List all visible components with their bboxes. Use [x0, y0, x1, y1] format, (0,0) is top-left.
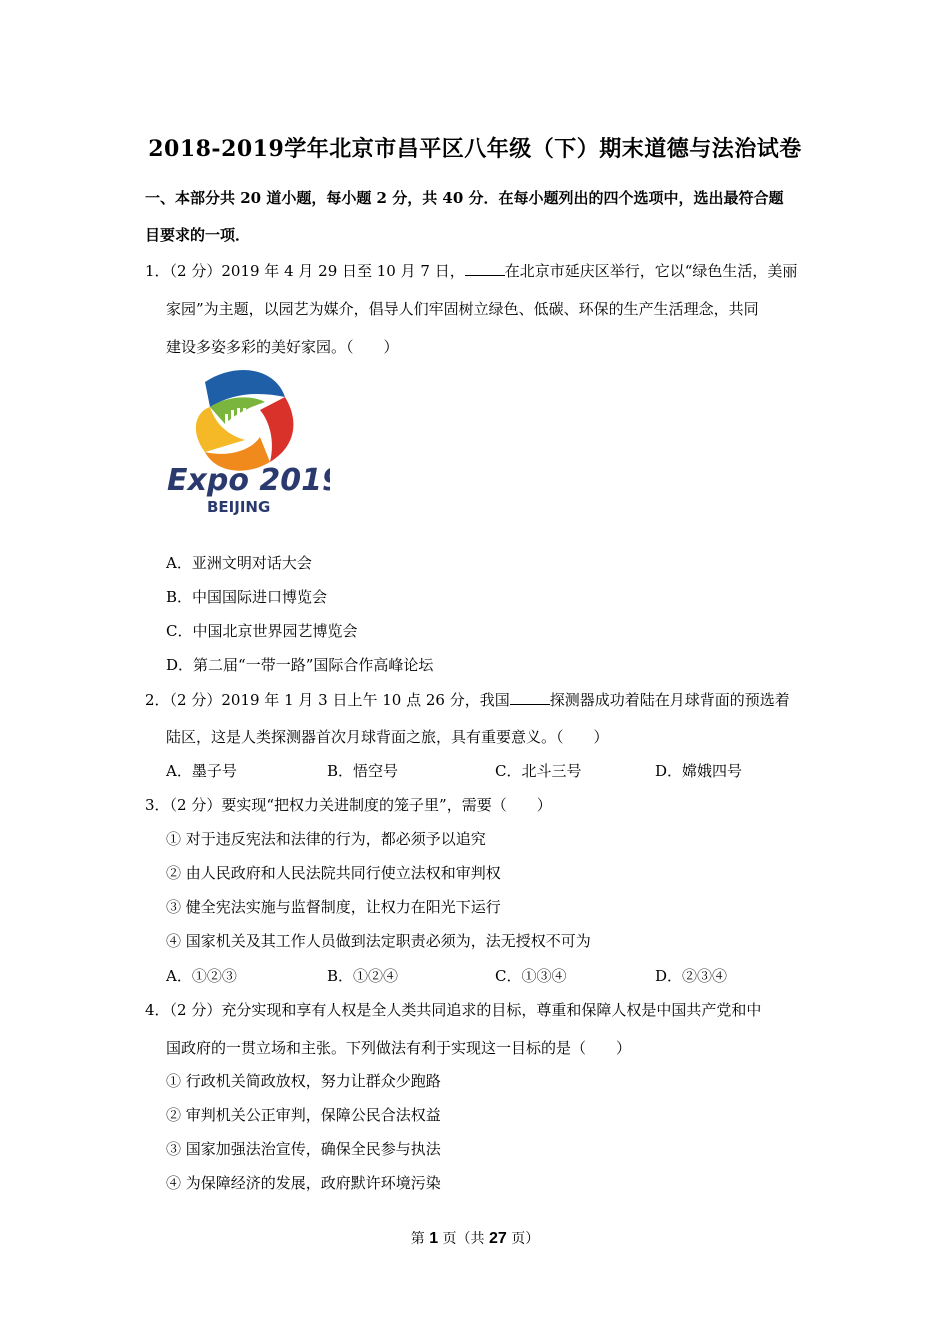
- q4-item-2: ② 审判机关公正审判，保障公民合法权益: [166, 1106, 441, 1124]
- q3-option-d: D．②③④: [655, 967, 728, 985]
- q1-option-a: A．亚洲文明对话大会: [166, 554, 312, 572]
- q2-text-a: 2．（2 分）2019 年 1 月 3 日上午 10 点 26 分，我国: [145, 691, 510, 709]
- q4-item-3: ③ 国家加强法治宣传，确保全民参与执法: [166, 1140, 441, 1158]
- q2-option-b: B．悟空号: [327, 762, 399, 780]
- q4-item-4: ④ 为保障经济的发展，政府默许环境污染: [166, 1174, 441, 1192]
- q3-option-b: B．①②④: [327, 967, 399, 985]
- q3-item-2: ② 由人民政府和人民法院共同行使立法权和审判权: [166, 864, 501, 882]
- q1-option-b: B．中国国际进口博览会: [166, 588, 328, 606]
- question-1-line2: 家园”为主题，以园艺为媒介，倡导人们牢固树立绿色、低碳、环保的生产生活理念，共同: [166, 300, 759, 318]
- q2-option-c: C．北斗三号: [495, 762, 582, 780]
- answer-blank: [510, 690, 550, 705]
- q1-option-c: C．中国北京世界园艺博览会: [166, 622, 358, 640]
- expo-2019-logo: [165, 362, 330, 522]
- q3-item-4: ④ 国家机关及其工作人员做到法定职责必须为，法无授权不可为: [166, 932, 591, 950]
- logo-subtext: BEIJING: [207, 498, 271, 516]
- q1-text-b: 在北京市延庆区举行，它以“绿色生活，美丽: [504, 262, 798, 280]
- footer-suffix: 页）: [511, 1231, 540, 1247]
- q2-option-a: A．墨子号: [166, 762, 237, 780]
- page-footer: [0, 1228, 950, 1248]
- question-1-line1: [145, 260, 797, 281]
- total-pages: 27: [489, 1230, 507, 1247]
- q1-option-d: D．第二届“一带一路”国际合作高峰论坛: [166, 656, 434, 674]
- question-4-line2: 国政府的一贯立场和主张。下列做法有利于实现这一目标的是（ ）: [166, 1039, 632, 1057]
- q1-text-a: 1．（2 分）2019 年 4 月 29 日至 10 月 7 日，: [145, 262, 465, 280]
- question-2-line1: [145, 689, 790, 710]
- page-title: 2018-2019学年北京市昌平区八年级（下）期末道德与法治试卷: [148, 136, 802, 162]
- footer-prefix: 第: [410, 1231, 425, 1247]
- q3-item-1: ① 对于违反宪法和法律的行为，都必须予以追究: [166, 830, 486, 848]
- q2-option-d: D．嫦娥四号: [655, 762, 743, 780]
- page-number: 1: [429, 1230, 439, 1247]
- question-1-line3: 建设多姿多彩的美好家园。（ ）: [166, 338, 399, 356]
- footer-middle: 页（共: [442, 1231, 485, 1247]
- section-heading: [145, 180, 810, 254]
- q3-option-a: A．①②③: [166, 967, 237, 985]
- logo-text: Expo 2019: [167, 463, 330, 498]
- q3-option-c: C．①③④: [495, 967, 567, 985]
- q3-item-3: ③ 健全宪法实施与监督制度，让权力在阳光下运行: [166, 898, 501, 916]
- question-3-line1: 3．（2 分）要实现“把权力关进制度的笼子里”，需要（ ）: [145, 796, 552, 814]
- answer-blank: [465, 261, 505, 276]
- section-heading-line2: 目要求的一项．: [145, 226, 251, 244]
- question-4-line1: 4．（2 分）充分实现和享有人权是全人类共同追求的目标，尊重和保障人权是中国共产党和中: [145, 1001, 762, 1019]
- q2-text-b: 探测器成功着陆在月球背面的预选着: [549, 691, 790, 709]
- q4-item-1: ① 行政机关简政放权，努力让群众少跑路: [166, 1072, 441, 1090]
- question-2-line2: 陆区，这是人类探测器首次月球背面之旅，具有重要意义。（ ）: [166, 728, 609, 746]
- section-heading-line1: 一、本部分共 20 道小题，每小题 2 分，共 40 分．在每小题列出的四个选项中，选出最符合题: [145, 189, 784, 207]
